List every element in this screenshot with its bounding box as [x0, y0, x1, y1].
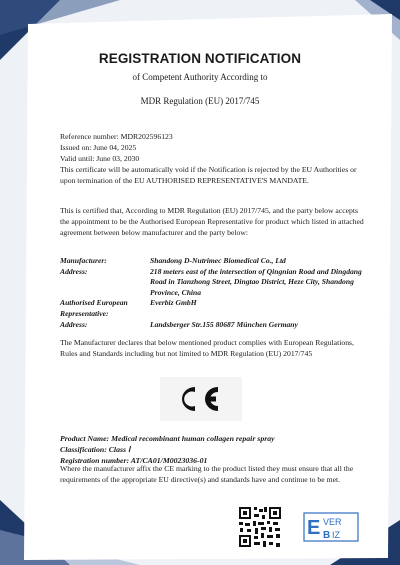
address-label: Address:: [60, 266, 88, 276]
representative-label: Authorised European Representative:: [60, 298, 128, 318]
manufacturer-value: Shandong D-Nutrimec Biomedical Co., Ltd: [150, 256, 286, 265]
product-classification: Classification: Class Ⅰ: [60, 444, 131, 454]
representative-address-row: [60, 320, 370, 331]
svg-text:E: E: [307, 517, 321, 539]
manufacturer-address-value: 218 meters east of the intersection of Qingnian Road and Dingdang Road in Tianzhong Street, Dingtao District, Heze City, Shandong Province, China: [150, 266, 362, 297]
document-subtitle-line1: of Competent Authority According to: [132, 72, 268, 82]
certified-paragraph: This is certified that, According to MDR Regulation (EU) 2017/745, and the party below accepts the appointment to be the Authorised European Representative for product which listed in attached agreement between below manufacturer and the party below:: [60, 206, 364, 237]
everbiz-logo-icon: [303, 512, 359, 542]
svg-text:IZ: IZ: [332, 530, 340, 540]
representative-address-value: Landsberger Str.155 80687 München Germany: [150, 319, 298, 329]
valid-until-date: Valid until: June 03, 2030: [60, 153, 140, 163]
product-block: [60, 434, 366, 467]
representative-row: [60, 298, 370, 319]
void-notice: This certificate will be automatically void if the Notification is rejected by the EU Authorities or upon termination of the EU AUTHORISED REPRESENTATIVE'S MANDATE.: [60, 164, 357, 185]
representative-address-label: Address:: [60, 319, 88, 329]
parties-block: [60, 256, 370, 330]
manufacturer-address-row: [60, 267, 370, 299]
product-name: Product Name: Medical recombinant human collagen repair spray: [60, 434, 275, 443]
issue-date: Issued on: June 04, 2025: [60, 142, 137, 152]
document-title: REGISTRATION NOTIFICATION: [98, 51, 302, 66]
reference-block: [60, 132, 366, 187]
manufacturer-row: [60, 256, 370, 267]
document-subtitle-line2: MDR Regulation (EU) 2017/745: [140, 96, 260, 106]
affix-paragraph: Where the manufacturer affix the CE marking to the product listed they must ensure that all the requirements of the appropriate EU directive(s) and standards have and continue to be met.: [60, 464, 354, 484]
declaration-paragraph: The Manufacturer declares that below mentioned product complies with European Regulations, Rules and Standards including but not limited to MDR Regulation (EU) 2017/745: [60, 338, 354, 358]
reference-number: Reference number: MDR202596123: [60, 132, 173, 141]
svg-text:VER: VER: [323, 517, 342, 527]
representative-value: Everbiz GmbH: [150, 298, 197, 308]
registration-number: Registration number: AT/CA01/M0023036-01: [60, 455, 208, 465]
manufacturer-label: Manufacturer:: [60, 256, 107, 265]
qr-code-icon: [237, 505, 283, 549]
svg-text:B: B: [323, 530, 331, 541]
ce-mark-icon: [160, 377, 242, 421]
